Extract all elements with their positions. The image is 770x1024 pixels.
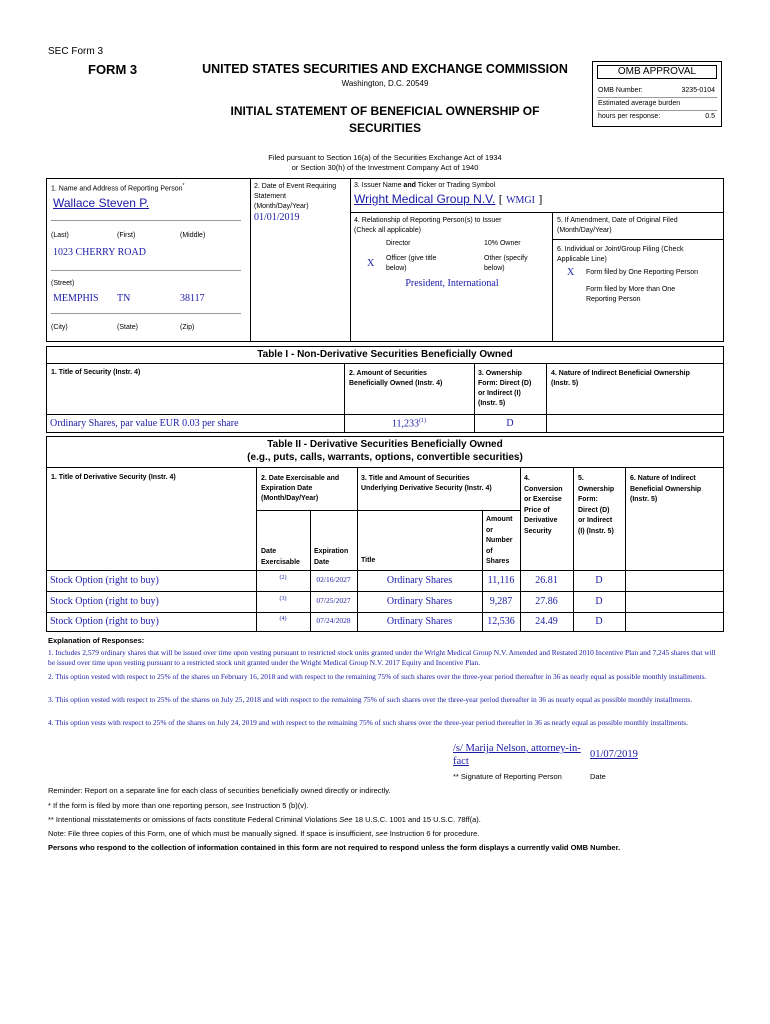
- date-label: Date: [590, 772, 606, 781]
- signature-name[interactable]: /s/ Marija Nelson, attorney-in- fact: [453, 743, 581, 767]
- omb-number-value: 3235-0104: [681, 87, 715, 94]
- issuer-line: Wright Medical Group N.V. [ WMGI ]: [354, 192, 543, 206]
- footnote-4: 4. This option vests with respect to 25% of the shares on July 24, 2019 and with respect to the remaining 75% of such shares over the three-year period thereafter in 36 as nearly equal as possible monthly installments.: [48, 718, 689, 727]
- ten-percent-owner-label: 10% Owner: [484, 240, 521, 247]
- t1-amount: 11,233$^{(1)}$: [391, 418, 427, 430]
- street-label: (Street): [51, 280, 75, 287]
- explanation-heading: Explanation of Responses:: [48, 636, 145, 645]
- t2-col5-header: 5. Ownership Form: Direct (D) or Indirect (I) (Instr. 5): [578, 475, 615, 535]
- city-label: (City): [51, 324, 68, 331]
- officer-check-mark: X: [367, 258, 375, 269]
- t2-row3-ownership: D: [595, 616, 603, 627]
- note-file-copies: Note: File three copies of this Form, one of which must be manually signed. If space is insufficient, see Instruction 6 for procedure.: [48, 829, 480, 838]
- filed-line-2: or Section 30(h) of the Investment Company Act of 1940: [291, 163, 479, 172]
- statement-title-2: SECURITIES: [348, 121, 421, 135]
- omb-hours-value: 0.5: [705, 113, 715, 120]
- footnote-3: 3. This option vested with respect to 25% of the shares on July 25, 2018 and with respect to the remaining 75% of such shares over the three-year period thereafter in 36 as nearly equal as possible monthly installments.: [48, 695, 693, 704]
- t2-row2-price: 27.86: [535, 596, 558, 607]
- t2-col3-header: 3. Title and Amount of Securities Underlying Derivative Security (Instr. 4): [361, 475, 492, 492]
- box4-label: 4. Relationship of Reporting Person(s) to Issuer (Check all applicable): [354, 217, 502, 234]
- t2-row1-expiration: 02/16/2027: [316, 575, 351, 584]
- omb-number-label: OMB Number:: [598, 87, 643, 94]
- filed-line-1: Filed pursuant to Section 16(a) of the Securities Exchange Act of 1934: [268, 153, 502, 162]
- commission-title: UNITED STATES SECURITIES AND EXCHANGE COMMISSION: [202, 62, 568, 76]
- t1-security-title: Ordinary Shares, par value EUR 0.03 per share: [50, 418, 239, 429]
- t1-col3-header: 3. Ownership Form: Direct (D) or Indirect (I) (Instr. 5): [478, 370, 532, 407]
- officer-label: Officer (give title below): [386, 255, 437, 272]
- box5-label: 5. If Amendment, Date of Original Filed (Month/Day/Year): [557, 217, 678, 234]
- box2-label: 2. Date of Event Requiring Statement (Month/Day/Year): [254, 183, 337, 210]
- t2-col6-header: 6. Nature of Indirect Beneficial Ownership (Instr. 5): [630, 475, 702, 503]
- t2-col2-header: 2. Date Exercisable and Expiration Date (Month/Day/Year): [261, 475, 340, 502]
- t2-row2-ownership: D: [595, 596, 603, 607]
- street-value: 1023 CHERRY ROAD: [53, 247, 146, 258]
- t2-row3-underlying: Ordinary Shares: [386, 616, 453, 627]
- t2-row2-underlying: Ordinary Shares: [386, 596, 453, 607]
- table-1-title: Table I - Non-Derivative Securities Beneficially Owned: [257, 349, 513, 360]
- t2-row3-price: 24.49: [535, 616, 558, 627]
- box1-label: 1. Name and Address of Reporting Person*: [51, 183, 185, 193]
- t1-col1-header: 1. Title of Security (Instr. 4): [51, 369, 141, 376]
- box3-label: 3. Issuer Name and Ticker or Trading Symbol: [354, 182, 496, 189]
- commission-city: Washington, D.C. 20549: [341, 79, 429, 88]
- one-person-label: Form filed by One Reporting Person: [586, 269, 699, 276]
- omb-hours-label: hours per response:: [598, 113, 661, 120]
- persons-respond-note: Persons who respond to the collection of information contained in this form are not required to respond unless the form displays a currently valid OMB Number.: [48, 843, 621, 852]
- ticker-symbol: WMGI: [506, 195, 535, 206]
- omb-burden-label: Estimated average burden: [598, 100, 681, 107]
- t2-row1-amount: 11,116: [487, 575, 515, 586]
- t2-sub-amount: Amount or Number of Shares: [486, 516, 513, 565]
- t2-sub-expiration: Expiration Date: [314, 548, 349, 566]
- one-person-check-mark: X: [567, 267, 575, 278]
- statement-title-1: INITIAL STATEMENT OF BENEFICIAL OWNERSHIP OF: [230, 104, 540, 118]
- omb-approval-box: [592, 61, 722, 127]
- t1-col4-header: 4. Nature of Indirect Beneficial Ownership (Instr. 5): [551, 370, 690, 387]
- footnote-1: 1. Includes 2,579 ordinary shares that will be issued over time upon vesting pursuant to restricted stock units granted under the Wright Medical Group N.V. Amended and Restated 2010 Incentive Plan and 7,245 shares that will be issued over time upon vesting pursuant to a restricted stock unit granted under the Wright Medical Group N.V. 2017 Equity and Incentive Plan.: [48, 648, 716, 667]
- signature-label: ** Signature of Reporting Person: [453, 772, 562, 781]
- t1-ownership: D: [506, 418, 514, 429]
- t2-row3-title: Stock Option (right to buy): [50, 616, 159, 627]
- reporting-person-name[interactable]: Wallace Steven P.: [53, 196, 150, 210]
- state-value: TN: [117, 293, 131, 304]
- middle-label: (Middle): [180, 232, 206, 239]
- t2-row3-amount: 12,536: [487, 616, 515, 627]
- t2-row1-exercisable: (2): [279, 575, 287, 581]
- event-date: 01/01/2019: [254, 212, 300, 223]
- t2-row3-expiration: 07/24/2028: [316, 616, 351, 625]
- omb-title: OMB APPROVAL: [597, 65, 717, 79]
- t1-col2-header: 2. Amount of Securities Beneficially Owned (Instr. 4): [349, 370, 443, 387]
- more-persons-label: Form filed by More than One Reporting Person: [586, 286, 676, 303]
- zip-value: 38117: [180, 293, 205, 304]
- footnote-2: 2. This option vested with respect to 25% of the shares on February 16, 2018 and with respect to the remaining 75% of such shares over the three-year period thereafter in 36 as nearly equal as possible monthly installments.: [48, 672, 707, 681]
- t2-row2-title: Stock Option (right to buy): [50, 596, 159, 607]
- note-misstatements: ** Intentional misstatements or omissions of facts constitute Federal Criminal Violations See 18 U.S.C. 1001 and 15 U.S.C. 78ff(a).: [48, 815, 481, 824]
- t2-row1-underlying: Ordinary Shares: [386, 575, 453, 586]
- director-label: Director: [386, 240, 411, 247]
- table-2-title-2: (e.g., puts, calls, warrants, options, convertible securities): [247, 452, 523, 463]
- t2-sub-title: Title: [361, 557, 376, 564]
- zip-label: (Zip): [180, 324, 195, 331]
- t2-row1-price: 26.81: [535, 575, 558, 586]
- t2-row1-ownership: D: [595, 575, 603, 586]
- table-2-title-1: Table II - Derivative Securities Beneficially Owned: [267, 439, 503, 450]
- other-label: Other (specify below): [484, 255, 528, 272]
- note-multiple-persons: * If the form is filed by more than one reporting person, see Instruction 5 (b)(v).: [48, 801, 309, 810]
- t2-row2-exercisable: (3): [279, 596, 287, 602]
- t2-row2-expiration: 07/25/2027: [316, 596, 351, 605]
- t2-row2-amount: 9,287: [489, 596, 513, 607]
- t2-col4-header: 4. Conversion or Exercise Price of Derivative Security: [524, 475, 563, 535]
- form-label: FORM 3: [88, 62, 138, 77]
- t2-row3-exercisable: (4): [279, 616, 287, 622]
- officer-title: President, International: [405, 278, 499, 289]
- last-label: (Last): [51, 232, 69, 239]
- t2-sub-date-exercisable: Date Exercisable: [261, 548, 300, 566]
- reminder-text: Reminder: Report on a separate line for each class of securities beneficially owned directly or indirectly.: [48, 786, 391, 795]
- city-value: MEMPHIS: [53, 293, 99, 304]
- signature-date[interactable]: 01/07/2019: [590, 749, 638, 760]
- box6-label: 6. Individual or Joint/Group Filing (Check Applicable Line): [557, 246, 684, 263]
- t2-col1-header: 1. Title of Derivative Security (Instr. 4): [51, 474, 176, 481]
- issuer-name-link[interactable]: Wright Medical Group N.V.: [354, 192, 496, 206]
- sec-form-label: SEC Form 3: [48, 46, 104, 57]
- t2-row1-title: Stock Option (right to buy): [50, 575, 159, 586]
- state-label: (State): [117, 324, 139, 331]
- first-label: (First): [117, 232, 136, 239]
